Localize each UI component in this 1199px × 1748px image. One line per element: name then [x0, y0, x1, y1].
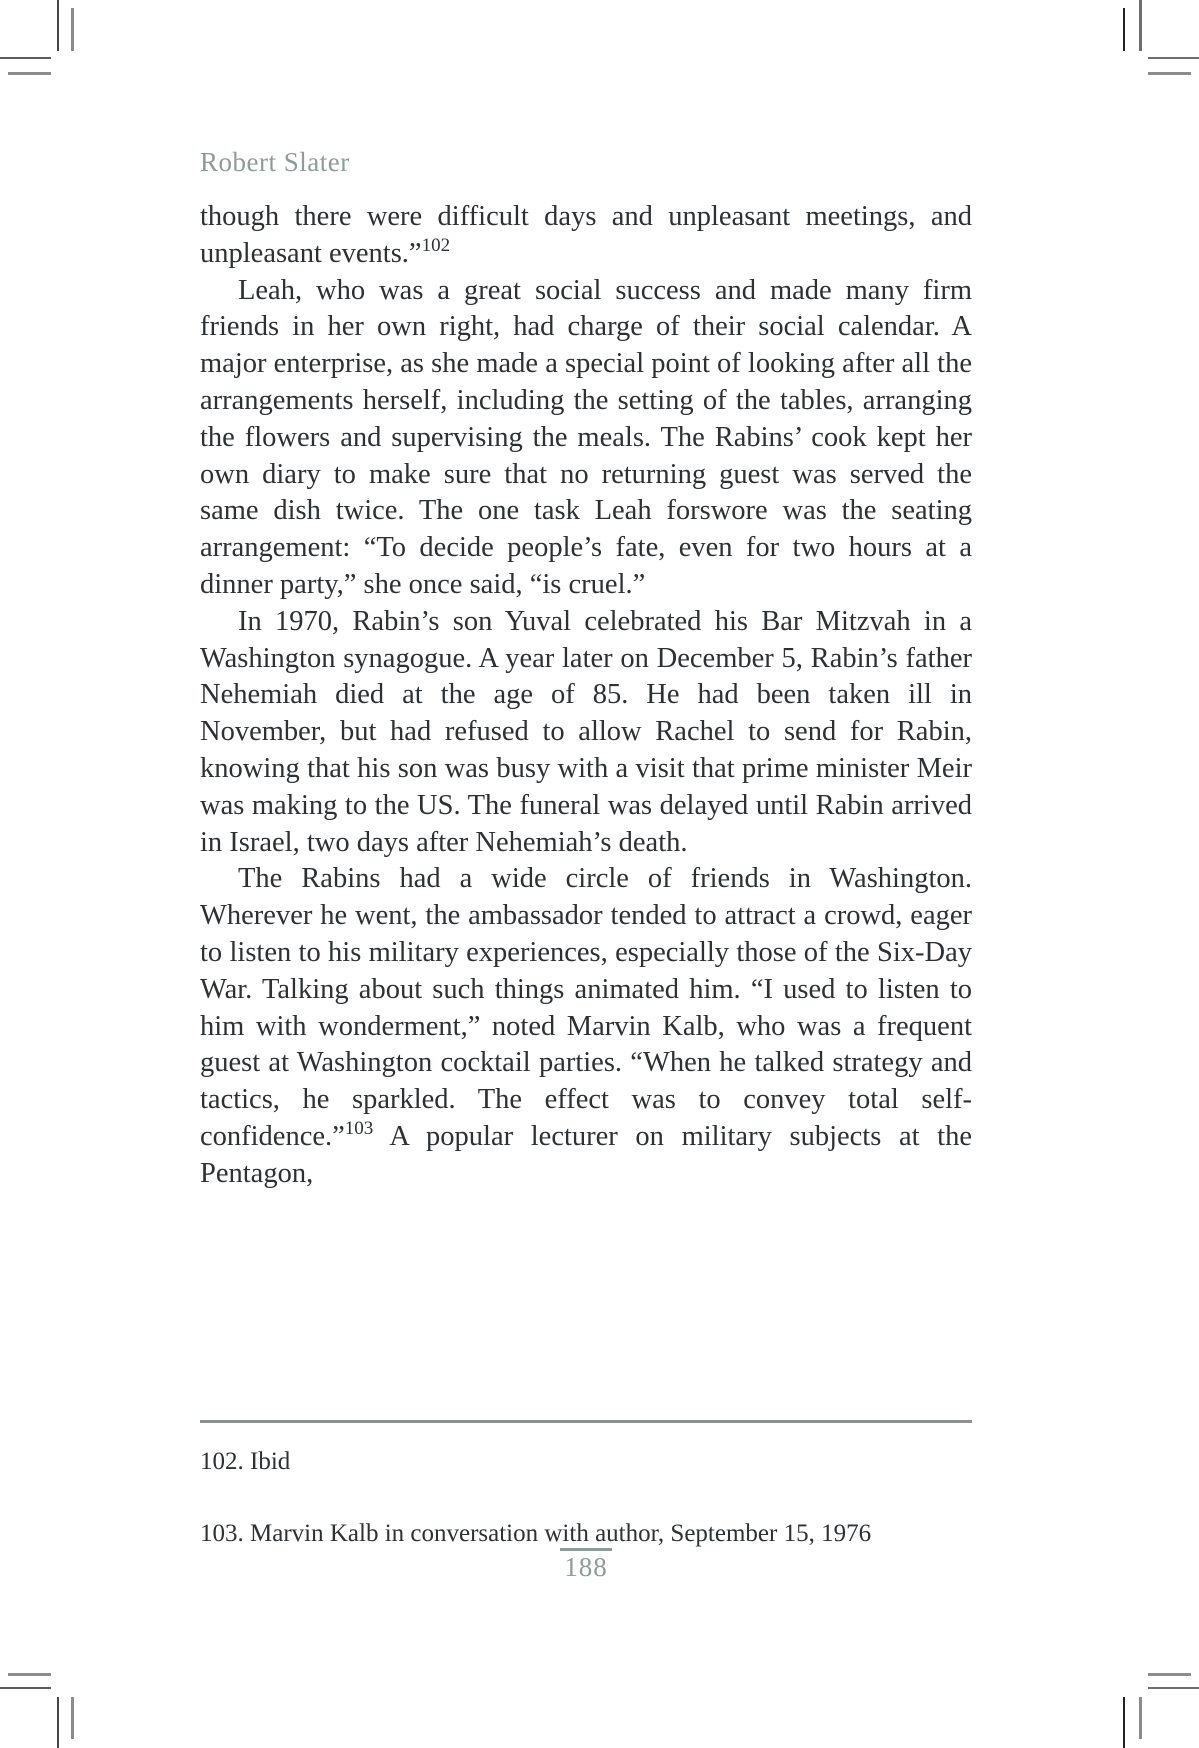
crop-mark-bottom-right-vertical-outer [1139, 1697, 1142, 1739]
crop-mark-top-left-vertical-outer [57, 0, 59, 51]
body-text [200, 199, 972, 1193]
crop-mark-bottom-left-horizontal-inner [8, 1673, 51, 1676]
crop-mark-bottom-left-vertical-outer [57, 1697, 59, 1748]
crop-mark-bottom-right-horizontal-inner [1148, 1673, 1191, 1676]
body-paragraph: In 1970, Rabin’s son Yuval celebrated his Bar Mitzvah in a Washington synagogue. A year later on December 5, Rabin’s father Nehemiah died at the age of 85. He had been taken ill in November, but had refused to allow Rachel to send for Rabin, knowing that his son was busy with a visit that prime minister Meir was making to the US. The funeral was delayed until Rabin arrived in Israel, two days after Nehemiah’s death. [200, 605, 972, 858]
page-number-rule [560, 1548, 612, 1551]
footnote: 103. Marvin Kalb in conversation with author, September 15, 1976 [200, 1520, 872, 1547]
footnote: 102. Ibid [200, 1448, 291, 1475]
page-number: 188 [564, 1552, 608, 1582]
footnote-reference: 103 [344, 1117, 374, 1139]
body-paragraph: Leah, who was a great social success and made many firm friends in her own right, had charge of their social calendar. A major enterprise, as she made a special point of looking after all the arrangements herself, including the setting of the tables, arranging the flowers and supervising the meals. The Rabins’ cook kept her own diary to make sure that no returning guest was served the same dish twice. The one task Leah forswore was the seating arrangement: “To decide people’s fate, even for two hours at a dinner party,” she once said, “is cruel.” [200, 274, 972, 600]
running-header-author: Robert Slater [200, 147, 350, 177]
crop-mark-bottom-left-vertical-inner [71, 1697, 74, 1739]
crop-mark-top-right-horizontal-inner [1148, 72, 1191, 75]
body-paragraph: The Rabins had a wide circle of friends in Washington. Wherever he went, the ambassador tended to attract a crowd, eager to listen to his military experiences, especially those of the Six-Day War. Talking about such things animated him. “I used to listen to him with wonderment,” noted Marvin Kalb, who was a frequent guest at Washington cocktail parties. “When he talked strategy and tactics, he sparkled. The effect was to convey total self-confidence.”$^{103}$ A popular lecturer on military subjects at the Pentagon, [200, 863, 972, 1189]
crop-mark-bottom-left-horizontal-outer [0, 1687, 51, 1689]
page-number-block [200, 1548, 972, 1582]
crop-mark-top-left-horizontal-inner [8, 72, 51, 75]
crop-mark-top-right-horizontal-outer [1148, 57, 1199, 59]
crop-mark-top-left-vertical-inner [71, 8, 74, 51]
crop-mark-bottom-right-vertical-inner [1123, 1697, 1125, 1748]
body-paragraph: though there were difficult days and unpleasant meetings, and unpleasant events.”$^{102}$ [200, 201, 972, 269]
footnote-separator [200, 1420, 972, 1423]
crop-mark-top-right-vertical-outer [1139, 0, 1142, 51]
crop-mark-top-left-horizontal-outer [0, 57, 51, 59]
crop-mark-top-right-vertical-inner [1123, 8, 1125, 51]
footnote-reference: 102 [421, 234, 451, 256]
crop-mark-bottom-right-horizontal-outer [1148, 1687, 1199, 1689]
